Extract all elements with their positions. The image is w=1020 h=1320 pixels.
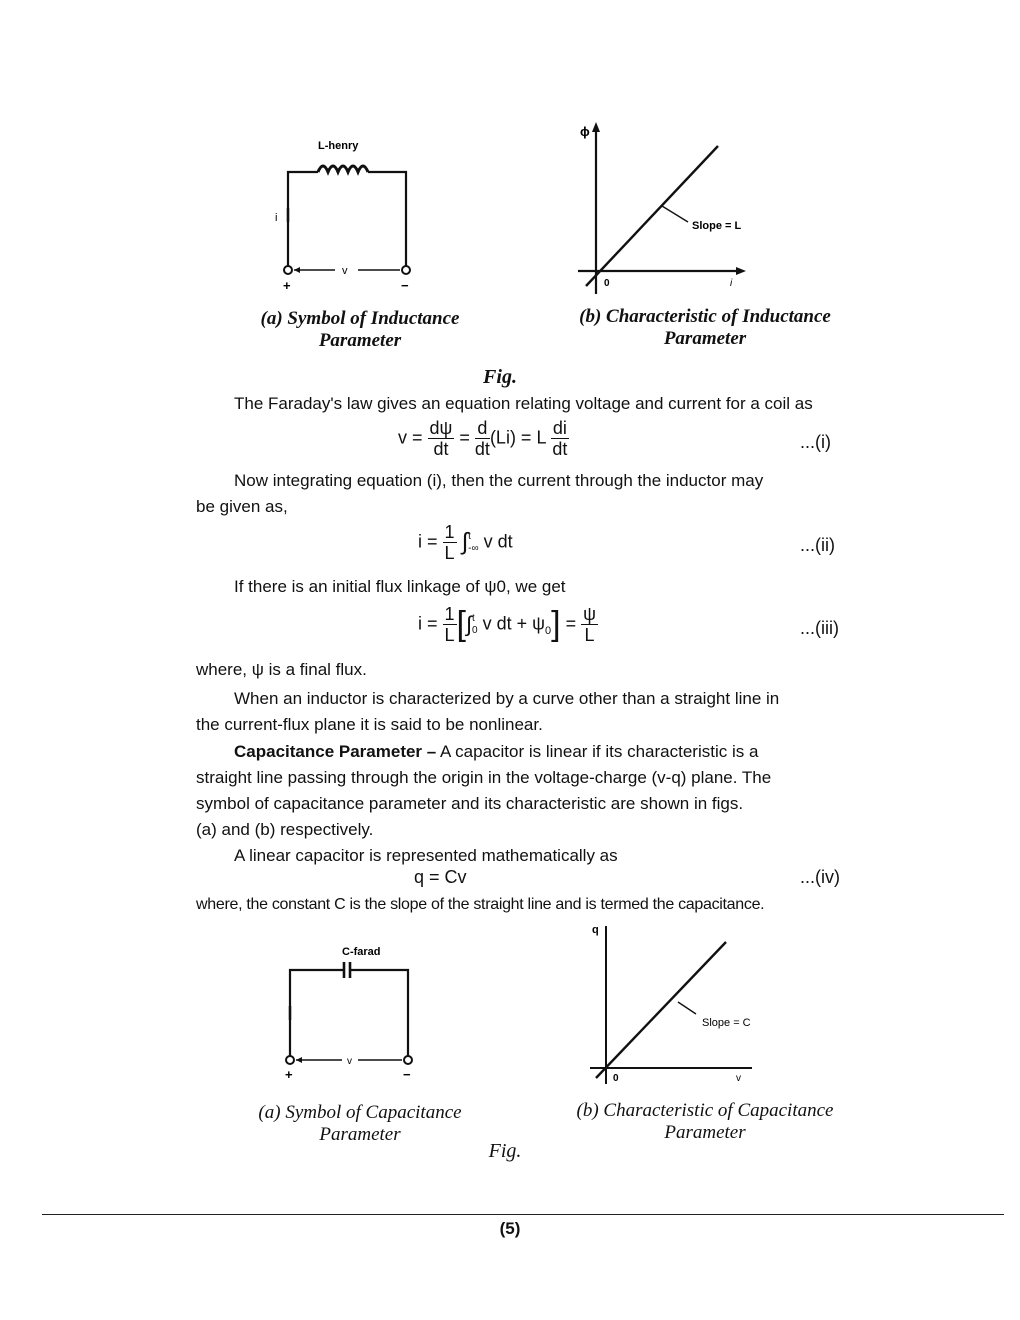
- eq3-subscript: 0: [544, 624, 552, 637]
- capacitance-symbol-diagram: [270, 936, 430, 1086]
- x-axis-arrow: [736, 267, 746, 275]
- eq3-lhs: i =: [418, 613, 438, 634]
- characteristic-line: [586, 146, 718, 286]
- caption-line: Parameter: [664, 1122, 746, 1143]
- characteristic-line: [596, 942, 726, 1078]
- eq3-left-bracket: [: [456, 605, 466, 643]
- y-axis-arrow: [592, 122, 600, 132]
- eq3-right-bracket: ]: [551, 605, 561, 643]
- caption-line: Parameter: [663, 328, 747, 349]
- eq1-frac3-num: di: [552, 418, 567, 438]
- paragraph-capacitance-line2: straight line passing through the origin in the voltage-charge (v-q) plane. The: [196, 768, 772, 787]
- plus-sign: +: [285, 1067, 293, 1082]
- eq2-lower-limit: -∞: [468, 542, 479, 554]
- origin-label: 0: [613, 1073, 619, 1084]
- eq3-frac-num: 1: [444, 604, 455, 624]
- circuit-wire-left: [288, 172, 318, 270]
- eq1-mid: (Li) = L: [489, 427, 546, 448]
- circuit-wire-left: [290, 970, 344, 1060]
- eq3-limits: [472, 613, 478, 637]
- eq3-integrand: v dt + ψ: [482, 613, 545, 634]
- paragraph-capacitance-line3: symbol of capacitance parameter and its characteristic are shown in figs.: [196, 794, 744, 813]
- slope-label: Slope = L: [692, 220, 742, 232]
- figure-label-2: Fig.: [488, 1140, 522, 1162]
- terminal-plus: [286, 1056, 294, 1064]
- eq3-frac2-den: L: [584, 625, 595, 645]
- eq1-frac1-num: dψ: [429, 418, 453, 438]
- caption-line: Parameter: [319, 1124, 401, 1145]
- eq3-integral: ∫: [466, 611, 473, 637]
- eq2-integrand: v dt: [483, 531, 513, 552]
- inductor-coil: [318, 166, 368, 172]
- capacitance-characteristic-chart: [580, 918, 780, 1088]
- terminal-minus: [404, 1056, 412, 1064]
- eq3-frac-den: L: [444, 625, 455, 645]
- eq3-upper-limit: t: [472, 612, 475, 624]
- figure-label-1: Fig.: [483, 366, 517, 388]
- minus-sign: −: [401, 278, 409, 293]
- y-axis-label: ϕ: [580, 124, 590, 139]
- eq3-frac2-num: ψ: [583, 604, 596, 624]
- equation-iii-tag: ...(iii): [800, 618, 839, 638]
- eq2-lhs: i =: [418, 531, 438, 552]
- paragraph-nonlinear-line2: the current-flux plane it is said to be nonlinear.: [196, 715, 543, 734]
- slope-label: Slope = C: [702, 1017, 751, 1029]
- caption-line: (b) Characteristic of Inductance: [579, 306, 831, 327]
- inductance-characteristic-chart: [570, 118, 770, 298]
- eq2-integral: ∫: [461, 528, 469, 556]
- paragraph-final-flux: where, ψ is a final flux.: [196, 660, 367, 679]
- caption-line: (a) Symbol of Capacitance: [258, 1102, 462, 1123]
- caption-line: (b) Characteristic of Capacitance: [576, 1100, 834, 1121]
- eq2-upper-limit: t: [468, 530, 471, 542]
- equation-i: [398, 418, 858, 468]
- equation-i-tag: ...(i): [800, 432, 831, 452]
- eq1-frac2: [475, 418, 490, 459]
- eq3-frac2: [581, 604, 598, 645]
- equation-iii: [418, 604, 738, 654]
- eq1-lhs: v =: [398, 427, 423, 448]
- paragraph-faraday: The Faraday's law gives an equation relating voltage and current for a coil as: [234, 394, 813, 413]
- paragraph-capacitance-line4: (a) and (b) respectively.: [196, 820, 374, 839]
- capacitor-label: C-farad: [342, 946, 381, 958]
- paragraph-integrating-line2: be given as,: [196, 497, 288, 516]
- circuit-wire-right: [350, 970, 408, 1060]
- voltage-label: v: [342, 265, 348, 277]
- terminal-plus: [284, 266, 292, 274]
- caption-inductance-characteristic: [555, 306, 855, 350]
- eq1-frac3-den: dt: [552, 439, 568, 459]
- eq1-frac1-den: dt: [433, 439, 449, 459]
- slope-pointer: [678, 1002, 696, 1014]
- caption-line: Parameter: [318, 330, 402, 351]
- footer-rule: [42, 1214, 1004, 1215]
- eq2-frac: [443, 522, 457, 563]
- slope-pointer: [662, 206, 688, 222]
- plus-sign: +: [283, 278, 291, 293]
- caption-inductance-symbol: [220, 308, 500, 352]
- caption-capacitance-symbol: [215, 1102, 505, 1146]
- paragraph-initial-flux: If there is an initial flux linkage of ψ0, we get: [234, 577, 566, 596]
- voltage-arrow-head: [294, 267, 300, 273]
- caption-line: (a) Symbol of Inductance: [260, 308, 460, 329]
- equation-iv-tag: ...(iv): [800, 867, 840, 887]
- capacitance-heading: Capacitance Parameter –: [234, 742, 437, 761]
- capacitor-plates: [344, 962, 350, 978]
- x-axis-label: i: [730, 278, 733, 289]
- origin-label: 0: [604, 278, 610, 289]
- paragraph-capacitance-definition: where, the constant C is the slope of the straight line and is termed the capacitance.: [196, 896, 765, 913]
- eq3-lower-limit: 0: [472, 624, 478, 636]
- paragraph-nonlinear-line1: When an inductor is characterized by a curve other than a straight line in: [234, 689, 780, 708]
- page-number: (5): [499, 1219, 521, 1238]
- equation-ii: [418, 522, 718, 572]
- eq2-limits: [468, 531, 478, 555]
- minus-sign: −: [403, 1067, 411, 1082]
- eq1-frac1: [428, 418, 455, 459]
- x-axis-label: v: [736, 1073, 741, 1084]
- equation-ii-tag: ...(ii): [800, 535, 835, 555]
- capacitance-text: A capacitor is linear if its characteristic is a: [440, 742, 759, 761]
- eq3-frac: [443, 604, 457, 645]
- terminal-minus: [402, 266, 410, 274]
- circuit-wire-right: [368, 172, 406, 270]
- y-axis-label: q: [592, 924, 599, 936]
- eq2-frac-num: 1: [444, 522, 455, 542]
- paragraph-linear-capacitor: A linear capacitor is represented mathematically as: [234, 846, 618, 865]
- eq1-frac2-den: dt: [474, 439, 490, 459]
- voltage-arrow-head: [296, 1057, 302, 1063]
- eq1-equals: =: [459, 427, 470, 448]
- eq1-frac3: [551, 418, 569, 459]
- current-label: i: [275, 212, 278, 224]
- inductance-symbol-diagram: [270, 130, 430, 295]
- eq1-frac2-num: d: [475, 418, 490, 439]
- voltage-label: v: [347, 1056, 352, 1067]
- paragraph-capacitance-line1: [234, 739, 864, 764]
- paragraph-integrating-line1: Now integrating equation (i), then the current through the inductor may: [234, 471, 764, 490]
- inductor-label: L-henry: [318, 140, 359, 152]
- eq2-frac-den: L: [444, 543, 455, 563]
- equation-iv: q = Cv: [414, 867, 467, 887]
- caption-capacitance-characteristic: [550, 1100, 860, 1144]
- eq3-equals: =: [565, 613, 577, 634]
